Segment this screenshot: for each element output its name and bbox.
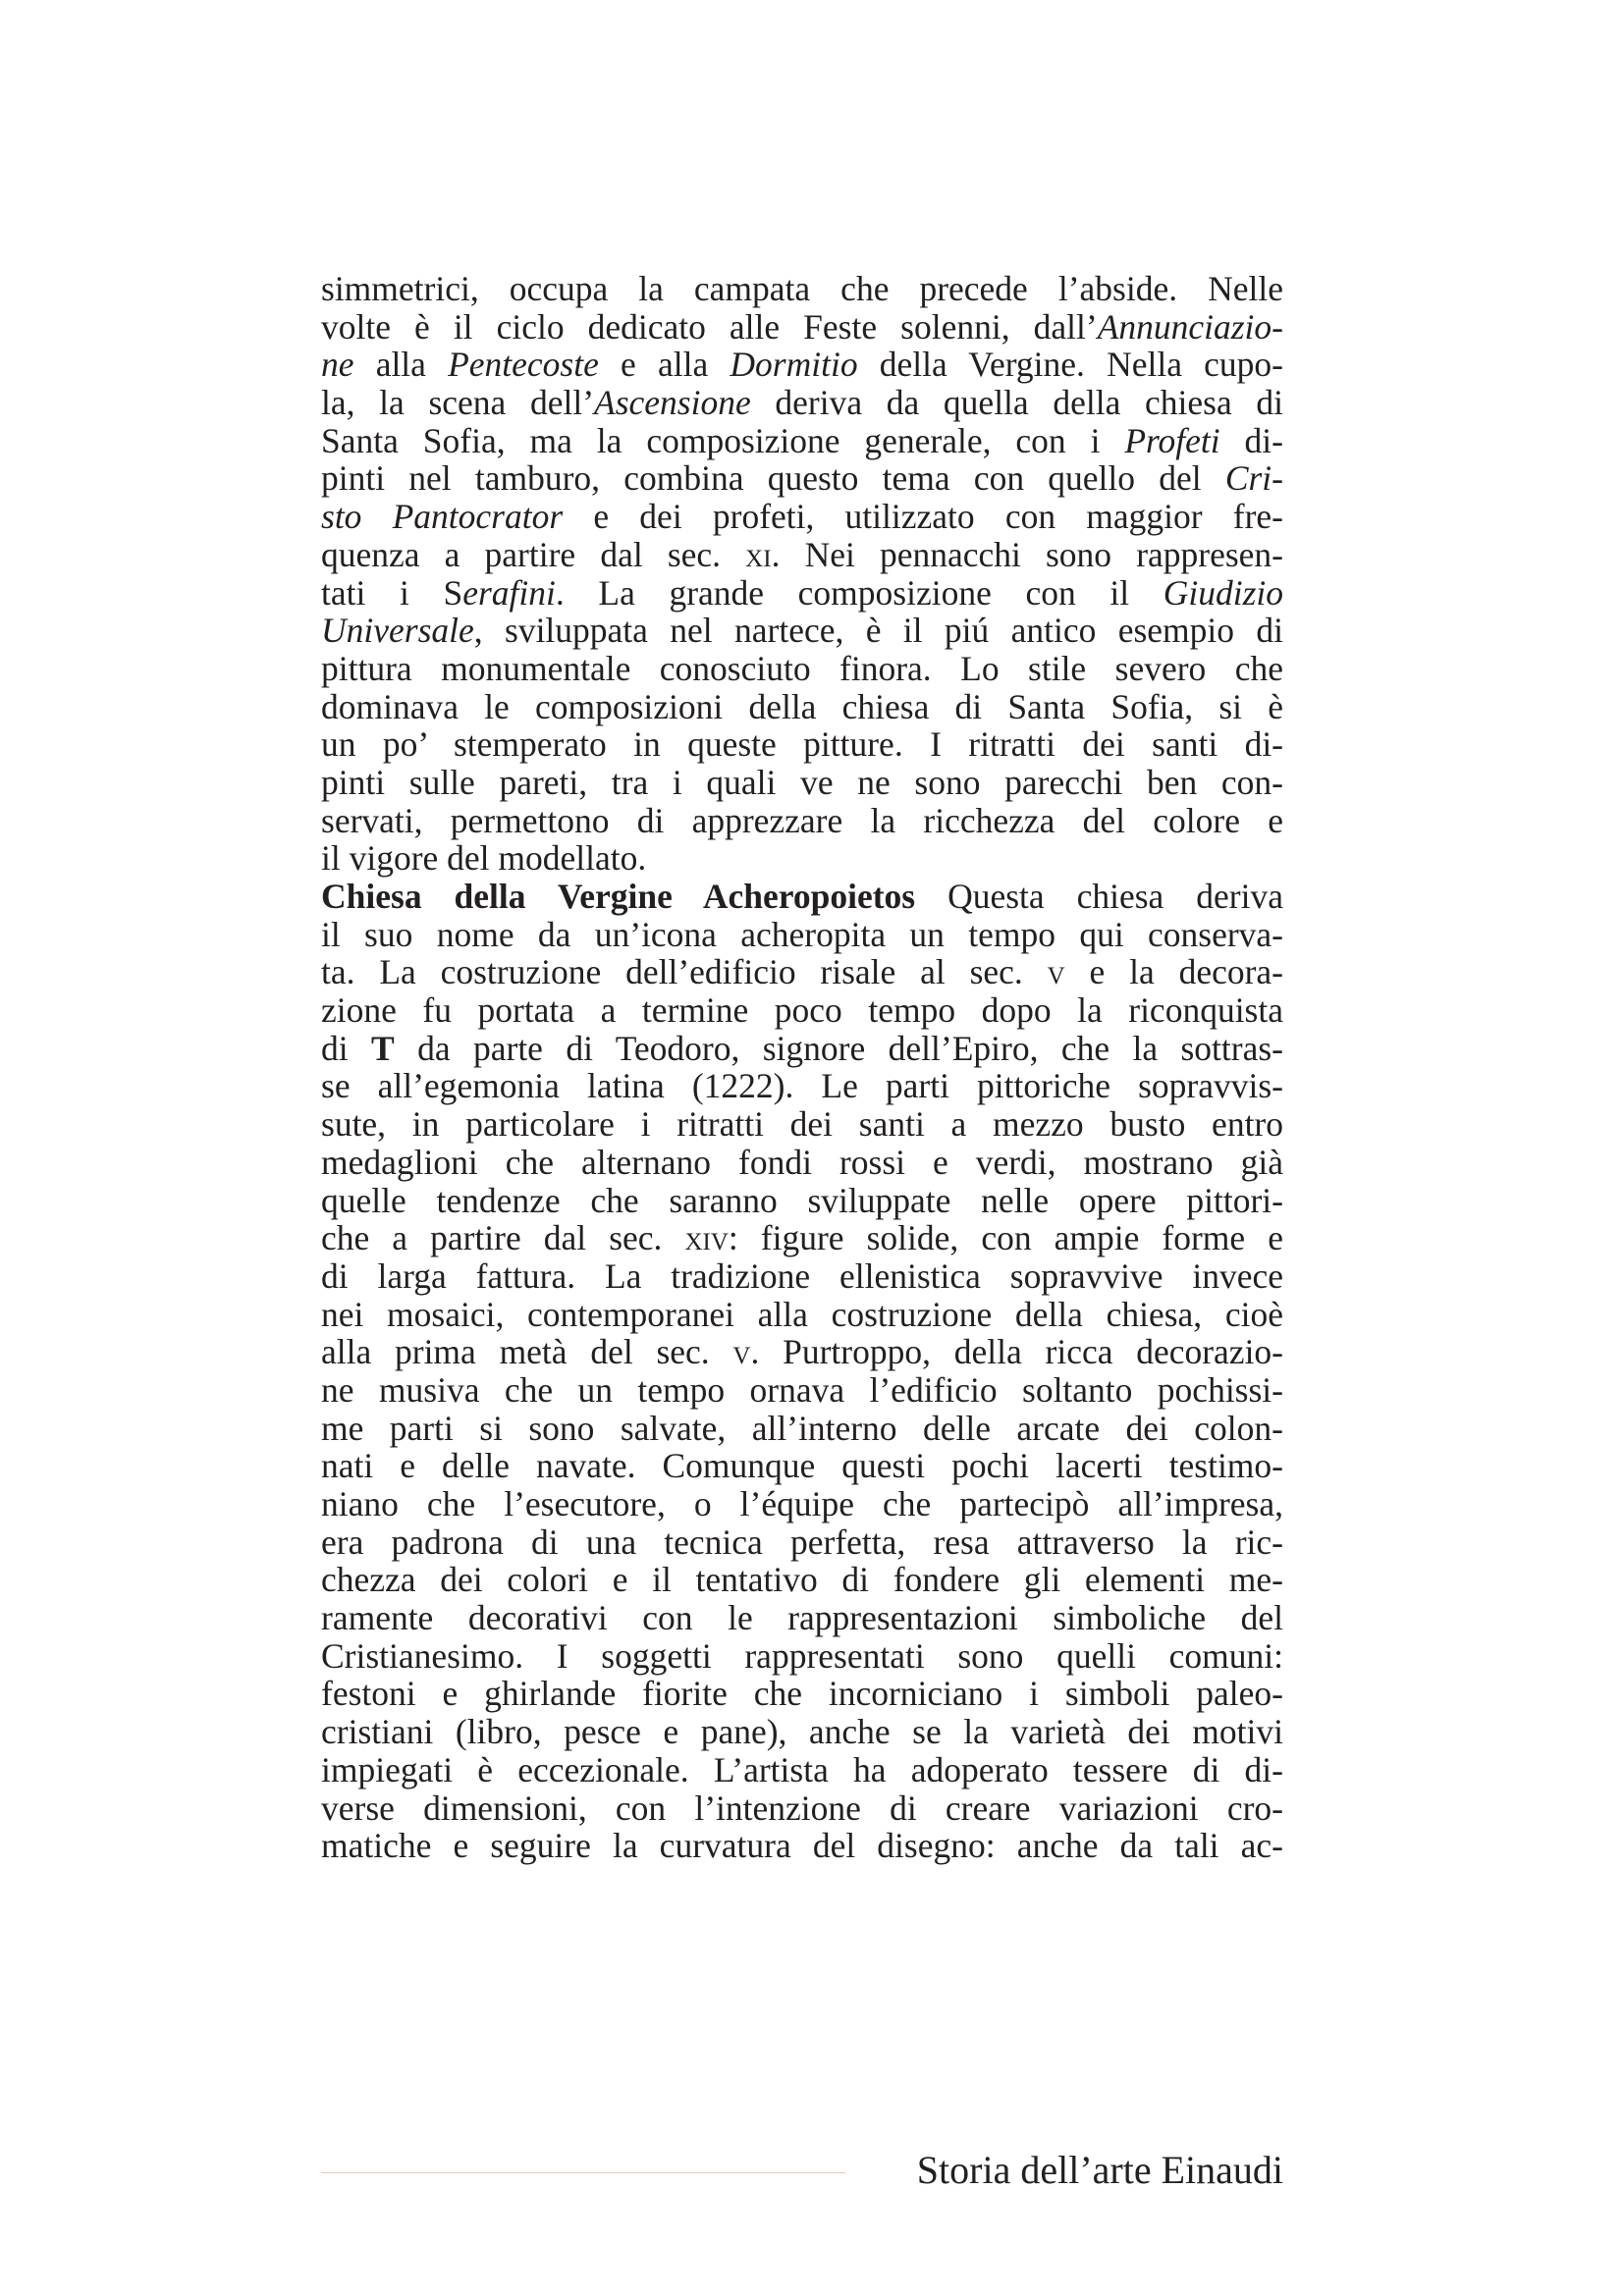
text-line [321,1789,1283,1828]
italic-run: Giudizio [1163,572,1284,613]
text-line [321,1410,1283,1448]
text-run: festoni e ghirlande fiorite che incorniciano i simboli paleo- [321,1674,1283,1714]
text-run: quenza a partire dal sec. [321,534,746,574]
text-run: impiegati è eccezionale. L’artista ha adoperato tessere di di- [321,1749,1283,1789]
text-line [321,1144,1283,1182]
text-line [321,1713,1283,1751]
text-line [321,384,1283,422]
text-line [321,650,1283,688]
italic-run: Universale [321,611,474,651]
text-line [321,536,1283,574]
text-run: verse dimensioni, con l’intenzione di creare variazioni cro- [321,1788,1283,1828]
text-run: e dei profeti, utilizzato con maggior fre- [563,497,1283,537]
text-run: . Purtroppo, della ricca decorazio- [750,1332,1284,1372]
text-run: della Vergine. Nella cupo- [857,345,1283,385]
text-run: pittura monumentale conosciuto finora. Lo stile severo che [321,648,1283,688]
text-run: ta. La costruzione dell’edificio risale al sec. [321,952,1048,992]
text-line [321,1447,1283,1485]
text-line [321,916,1283,954]
bold-run: Chiesa della Vergine Acheropoietos [321,877,916,916]
text-run: Questa chiesa deriva [915,877,1283,916]
text-line [321,688,1283,726]
text-run: di larga fattura. La tradizione ellenistica sopravvive invece [321,1255,1283,1296]
text-line [321,270,1283,308]
text-run: ne musiva che un tempo ornava l’edificio soltanto pochissi- [321,1369,1283,1410]
footer-rule [321,2172,845,2173]
small-caps-run: xi [745,534,772,574]
footer-title: Storia dell’arte Einaudi [916,2148,1283,2192]
text-run: la, la scena dell’ [321,383,595,423]
text-line [321,953,1283,991]
text-run: un po’ stemperato in queste pitture. I ritratti dei santi di- [321,724,1283,765]
text-line [321,1105,1283,1144]
italic-run: ne [321,345,354,385]
text-run: . La grande composizione con il [555,572,1163,613]
text-run: che a partire dal sec. [321,1218,685,1258]
text-line [321,839,1283,878]
text-line [321,498,1283,536]
text-run: ramente decorativi con le rappresentazioni simboliche del [321,1598,1283,1638]
small-caps-run: v [1047,952,1065,992]
italic-run: Pentecoste [448,345,599,385]
text-line [321,308,1283,347]
text-run: niano che l’esecutore, o l’équipe che partecipò all’impresa, [321,1484,1283,1523]
text-run: servati, permettono di apprezzare la ricchezza del colore e [321,800,1283,840]
text-run: di- [1219,420,1283,460]
text-run: medaglioni che alternano fondi rossi e verdi, mostrano già [321,1142,1283,1182]
text-run: cristiani (libro, pesce e pane), anche se la varietà dei motivi [321,1712,1283,1752]
text-run: alla [353,345,449,385]
text-line [321,1675,1283,1713]
text-run: era padrona di una tecnica perfetta, resa attraverso la ric- [321,1522,1283,1562]
text-run: zione fu portata a termine poco tempo dopo la riconquista [321,990,1283,1031]
text-run: da parte di Teodoro, signore dell’Epiro, che la sottras- [394,1028,1283,1068]
text-run: Cristianesimo. I soggetti rappresentati sono quelli comuni: [321,1635,1283,1676]
text-run: sute, in particolare i ritratti dei santi a mezzo busto entro [321,1104,1283,1145]
text-run: tati i S [321,572,463,613]
italic-run: Dormitio [730,345,858,385]
italic-run: sto Pantocrator [321,497,564,537]
text-line [321,878,1283,916]
text-run: , sviluppata nel nartece, è il piú antico esempio di [473,611,1283,651]
text-run: chezza dei colori e il tentativo di fondere gli elementi me- [321,1560,1283,1600]
italic-run: Annunciazio- [1097,306,1283,347]
text-run: il vigore del modellato. [321,838,647,879]
text-run: : figure solide, con ampie forme e [728,1218,1283,1258]
text-run: nati e delle navate. Comunque questi pochi lacerti testimo- [321,1446,1283,1486]
text-line [321,459,1283,498]
text-run: deriva da quella della chiesa di [750,383,1283,423]
italic-run: Ascensione [594,383,751,423]
italic-run: Cri- [1224,458,1283,499]
text-line [321,1827,1283,1865]
text-run: alla prima metà del sec. [321,1332,733,1372]
text-line [321,422,1283,460]
text-line [321,1030,1283,1068]
text-line [321,1485,1283,1523]
text-run: e alla [598,345,730,385]
text-line [321,1296,1283,1334]
text-line [321,802,1283,840]
text-line [321,612,1283,650]
text-line [321,1561,1283,1599]
text-line [321,1219,1283,1257]
text-line [321,1599,1283,1637]
text-run: matiche e seguire la curvatura del disegno: anche da tali ac- [321,1826,1283,1866]
text-line [321,1067,1283,1105]
italic-run: Profeti [1124,420,1220,460]
text-line [321,346,1283,384]
text-run: il suo nome da un’icona acheropita un tempo qui conserva- [321,914,1283,954]
text-run: nei mosaici, contemporanei alla costruzione della chiesa, cioè [321,1294,1283,1334]
bold-run: T [371,1028,395,1068]
text-line [321,725,1283,764]
text-run: simmetrici, occupa la campata che precede l’abside. Nelle [321,269,1283,308]
text-run: Santa Sofia, ma la composizione generale, con i [321,420,1125,460]
text-run: me parti si sono salvate, all’interno delle arcate dei colon- [321,1408,1283,1448]
text-run: dominava le composizioni della chiesa di Santa Sofia, si è [321,686,1283,726]
text-line [321,1257,1283,1296]
text-run: se all’egemonia latina (1222). Le parti pittoriche sopravvis- [321,1066,1283,1106]
text-run: volte è il ciclo dedicato alle Feste solenni, dall’ [321,306,1098,347]
small-caps-run: xiv [684,1218,729,1258]
italic-run: erafini [462,572,556,613]
text-run: di [321,1028,372,1068]
text-line [321,1333,1283,1371]
text-run: quelle tendenze che saranno sviluppate nelle opere pittori- [321,1180,1283,1220]
text-run: pinti nel tamburo, combina questo tema con quello del [321,458,1225,499]
small-caps-run: v [732,1332,751,1372]
text-line [321,1523,1283,1562]
text-run: . Nei pennacchi sono rappresen- [771,534,1283,574]
body-text [321,270,1283,1865]
text-line [321,1637,1283,1676]
text-line [321,1371,1283,1410]
text-line [321,991,1283,1030]
text-line [321,1751,1283,1789]
text-line [321,1182,1283,1220]
text-line [321,764,1283,802]
text-line [321,574,1283,613]
text-run: e la decora- [1064,952,1283,992]
text-run: pinti sulle pareti, tra i quali ve ne sono parecchi ben con- [321,762,1283,802]
